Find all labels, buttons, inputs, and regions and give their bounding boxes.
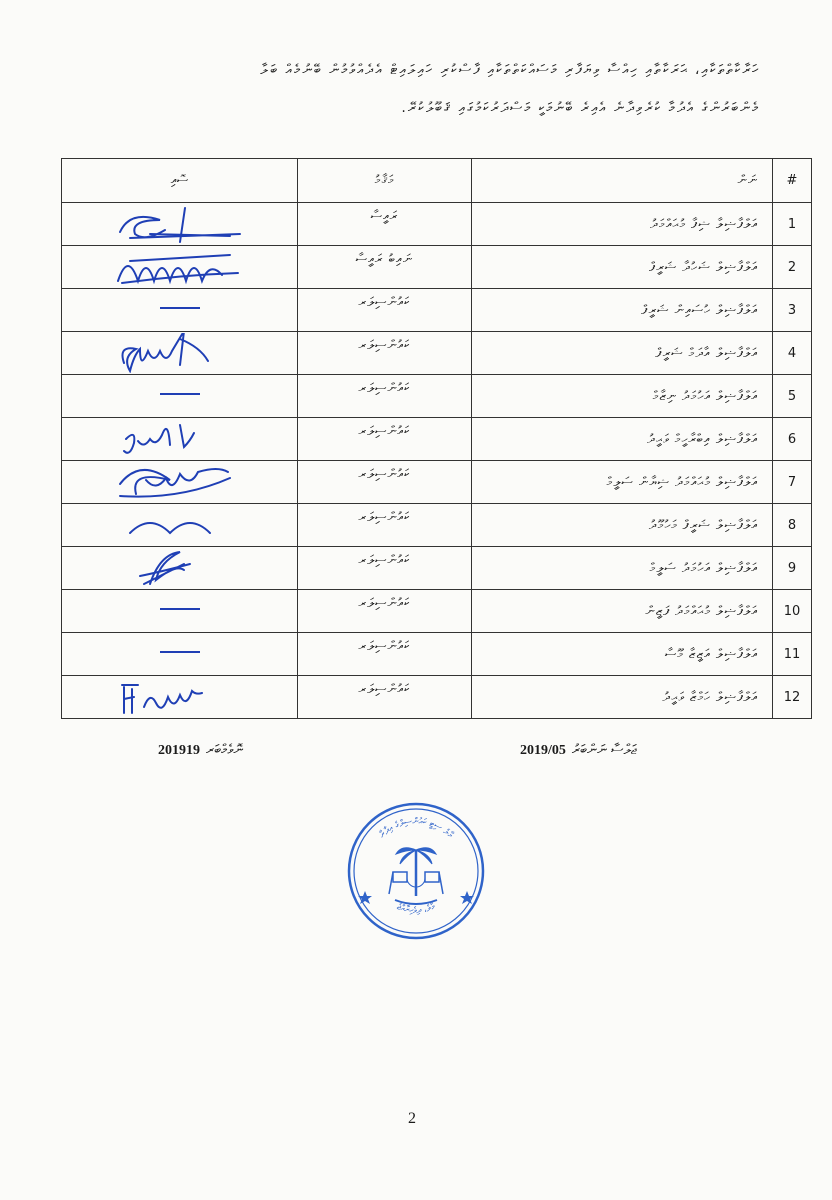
header-num: # [773,159,812,203]
date-month: ނޮވެމްބަރ [206,742,243,758]
row-number: 3 [773,289,812,332]
row-number: 4 [773,332,812,375]
member-name: އަލްފާޟިލް ހުސައިން ޝަރީފް [472,289,773,332]
table-row [62,461,812,504]
member-role: ކައުންސިލަރ [298,418,472,461]
row-number: 1 [773,203,812,246]
row-number: 8 [773,504,812,547]
seal-text-top: މާލެ ސިޓީ ކައުންސިލްގެ އިދާރާ [377,816,455,841]
member-signature [62,332,298,375]
member-name: އަލްފާޟިލް އަހުމަދު ނިޒާމް [472,375,773,418]
member-name: އަލްފާޟިލް ހަމްޒާ ވަޙީދު [472,676,773,719]
table-row [62,633,812,676]
intro-line-1: ހަރާކާތްތަކާއި، ޙަރަކާތާއި ހިއްސާ ވިޔަފާރި މަސައްކަތްތަކާއި ފާސްކުރި ހައިލައިޓް އެދެއްވުމުން ބޭނުމެއް ބަލާ [260,62,760,78]
table-row [62,246,812,289]
member-role: ކައުންސިލަރ [298,590,472,633]
member-role: ނައިބު ރައީސާ [298,246,472,289]
table-row [62,375,812,418]
member-name: އަލްފާޟިލް އާދަމް ޝަރީފް [472,332,773,375]
meeting-number-label: ޖަލްސާ ނަންބަރު [571,742,637,758]
page-number: 2 [408,1110,416,1127]
member-signature [62,203,298,246]
table-header-row [62,159,812,203]
table-row [62,504,812,547]
intro-line-2: މެންބަރުންގެ އެދުމާ ކުރެވިދާނެ އެއިރެ ބޭނުމަކީ މަސްދަރުކަމުގައި ޤަބޫލުކުރޭ. [401,100,760,116]
signature-absent-dash [62,590,298,633]
council-seal [345,800,487,942]
header-signature: ސޮއި [62,159,298,203]
row-number: 9 [773,547,812,590]
table-row [62,332,812,375]
member-signature [62,461,298,504]
row-number: 2 [773,246,812,289]
row-number: 10 [773,590,812,633]
member-role: ކައުންސިލަރ [298,676,472,719]
member-name: އަލްފާޟިލް މުޙައްމަދު ޝިޔާން ސަލީމް [472,461,773,504]
row-number: 7 [773,461,812,504]
member-name: އަލްފާޟިލް އަހުމަދު ސަލީމް [472,547,773,590]
table-row [62,676,812,719]
member-signature [62,547,298,590]
table-row [62,590,812,633]
table-row [62,547,812,590]
member-role: ކައުންސިލަރ [298,375,472,418]
table-row [62,418,812,461]
member-role: ކައުންސިލަރ [298,289,472,332]
member-signature [62,418,298,461]
member-role: ކައުންސިލަރ [298,461,472,504]
signature-absent-dash [62,289,298,332]
row-number: 6 [773,418,812,461]
signature-absent-dash [62,375,298,418]
member-role: ކައުންސިލަރ [298,332,472,375]
member-role: ކައުންސިލަރ [298,504,472,547]
member-signature [62,676,298,719]
row-number: 11 [773,633,812,676]
member-role: ކައުންސިލަރ [298,547,472,590]
header-role: މަޤާމު [298,159,472,203]
member-role: ކައުންސިލަރ [298,633,472,676]
signature-absent-dash [62,633,298,676]
member-name: އަލްފާޟިލް ޝަހުދާ ޝަރީފް [472,246,773,289]
date-day: 19 [186,743,200,758]
member-name: އަލްފާޟިލް ޝަރީފް މަހުމޫދު [472,504,773,547]
member-role: ރައީސާ [298,203,472,246]
member-signature [62,246,298,289]
member-signature [62,504,298,547]
member-name: އަލްފާޟިލް އިބްރާހީމް ވަޙީދު [472,418,773,461]
seal-text-bottom: މާލެ، ދިވެހިރާއްޖެ [395,902,437,917]
member-name: އަލްފާޟިލާ ޝިފާ މުޙައްމަދު [472,203,773,246]
table-row [62,289,812,332]
header-name: ނަން [472,159,773,203]
member-name: އަލްފާޟިލް އަޒީޒާ މޫސާ [472,633,773,676]
date-year: 2019 [158,743,186,758]
row-number: 12 [773,676,812,719]
members-signature-table [61,158,812,719]
meeting-date [158,742,249,759]
meeting-number-value: 2019/05 [520,743,566,758]
row-number: 5 [773,375,812,418]
table-row [62,203,812,246]
member-name: އަލްފާޟިލް މުޙައްމަދު ފަޒީން [472,590,773,633]
meeting-number [520,742,643,759]
